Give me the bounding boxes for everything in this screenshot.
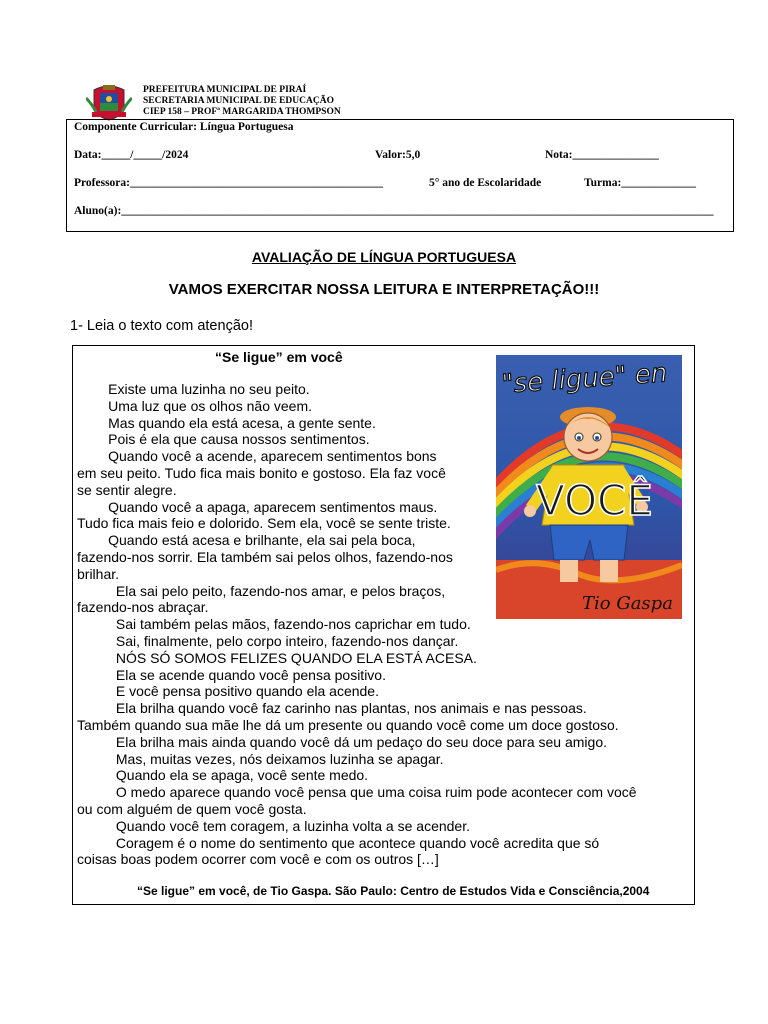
date-field[interactable]: Data:_____/_____/2024 xyxy=(74,149,189,161)
school-year-label: 5° ano de Escolaridade xyxy=(429,177,542,189)
text-title: “Se ligue” em você xyxy=(215,349,343,365)
text-line: fazendo-nos abraçar. xyxy=(77,599,209,616)
text-line: Ela brilha quando você faz carinho nas plantas, nos animais e nas pessoas. xyxy=(77,700,587,717)
text-line: Quando está acesa e brilhante, ela sai pela boca, xyxy=(77,532,416,549)
institution-line: PREFEITURA MUNICIPAL DE PIRAÍ xyxy=(143,85,307,95)
text-line: Ela se acende quando você pensa positivo. xyxy=(77,666,386,683)
text-line: brilhar. xyxy=(77,565,120,582)
assessment-title: AVALIAÇÃO DE LÍNGUA PORTUGUESA xyxy=(251,249,517,265)
text-line: coisas boas podem ocorrer com você e com os outros […] xyxy=(77,851,439,868)
text-line: Existe uma luzinha no seu peito. xyxy=(77,381,310,397)
text-line: ou com alguém de quem você gosta. xyxy=(77,800,307,817)
component-label: Componente Curricular: Língua Portuguesa xyxy=(74,121,294,133)
text-line: Quando ela se apaga, você sente medo. xyxy=(77,767,369,784)
student-info-form xyxy=(66,119,734,232)
institution-line: SECRETARIA MUNICIPAL DE EDUCAÇÃO xyxy=(143,96,334,106)
text-line: E você pensa positivo quando ela acende. xyxy=(77,683,379,700)
question-1-prompt: 1- Leia o texto com atenção! xyxy=(70,318,253,334)
reading-text-box xyxy=(72,345,695,905)
text-body xyxy=(77,381,689,868)
text-line: Quando você tem coragem, a luzinha volta a se acender. xyxy=(77,817,470,834)
illustration-top-text: "se ligue" en xyxy=(500,358,669,400)
text-line: em seu peito. Tudo fica mais bonito e gostoso. Ela faz você xyxy=(77,464,446,481)
class-field[interactable]: Turma:_____________ xyxy=(584,177,697,189)
text-line: Mas, muitas vezes, nós deixamos luzinha se apagar. xyxy=(77,750,444,767)
value-label: Valor:5,0 xyxy=(375,149,421,161)
assessment-subtitle: VAMOS EXERCITAR NOSSA LEITURA E INTERPRETAÇÃO!!! xyxy=(168,281,600,298)
text-line: Mas quando ela está acesa, a gente sente. xyxy=(77,414,376,431)
institution-heading xyxy=(143,85,341,118)
illustration-center-text: VOCÊ xyxy=(536,476,653,525)
text-line: Pois é ela que causa nossos sentimentos. xyxy=(77,431,370,448)
text-line: Quando você a acende, aparecem sentimentos bons xyxy=(77,448,437,465)
municipal-crest-icon xyxy=(86,84,132,122)
text-citation: “Se ligue” em você, de Tio Gaspa. São Paulo: Centro de Estudos Vida e Consciência,2004 xyxy=(137,884,650,898)
illustration-signature: Tio Gaspa xyxy=(582,593,673,614)
text-line: O medo aparece quando você pensa que uma coisa ruim pode acontecer com você xyxy=(77,784,637,801)
text-line: Ela sai pelo peito, fazendo-nos amar, e pelos braços, xyxy=(77,582,446,599)
text-line: Tudo fica mais feio e dolorido. Sem ela, você se sente triste. xyxy=(77,515,451,532)
text-line: Uma luz que os olhos não veem. xyxy=(77,397,313,414)
text-line: Sai, finalmente, pelo corpo inteiro, fazendo-nos dançar. xyxy=(77,632,459,649)
grade-field[interactable]: Nota:_______________ xyxy=(545,149,659,161)
text-line: Também quando sua mãe lhe dá um presente ou quando você come um doce gostoso. xyxy=(77,716,619,733)
text-line: Quando você a apaga, aparecem sentimentos maus. xyxy=(77,498,438,515)
text-line: Coragem é o nome do sentimento que acontece quando você acredita que só xyxy=(77,834,600,851)
student-field[interactable]: Aluno(a):_______________________________________________________________________________________________________ xyxy=(74,205,714,217)
teacher-field[interactable]: Professora:____________________________________________ xyxy=(74,177,383,189)
institution-line: CIEP 158 – PROFª MARGARIDA THOMPSON xyxy=(143,107,341,117)
text-line: fazendo-nos sorrir. Ela também sai pelos olhos, fazendo-nos xyxy=(77,548,453,565)
text-line: Sai também pelas mãos, fazendo-nos caprichar em tudo. xyxy=(77,616,471,633)
text-line: Ela brilha mais ainda quando você dá um pedaço do seu doce para seu amigo. xyxy=(77,733,607,750)
text-line: NÓS SÓ SOMOS FELIZES QUANDO ELA ESTÁ ACESA. xyxy=(77,649,477,666)
text-line: se sentir alegre. xyxy=(77,481,177,498)
